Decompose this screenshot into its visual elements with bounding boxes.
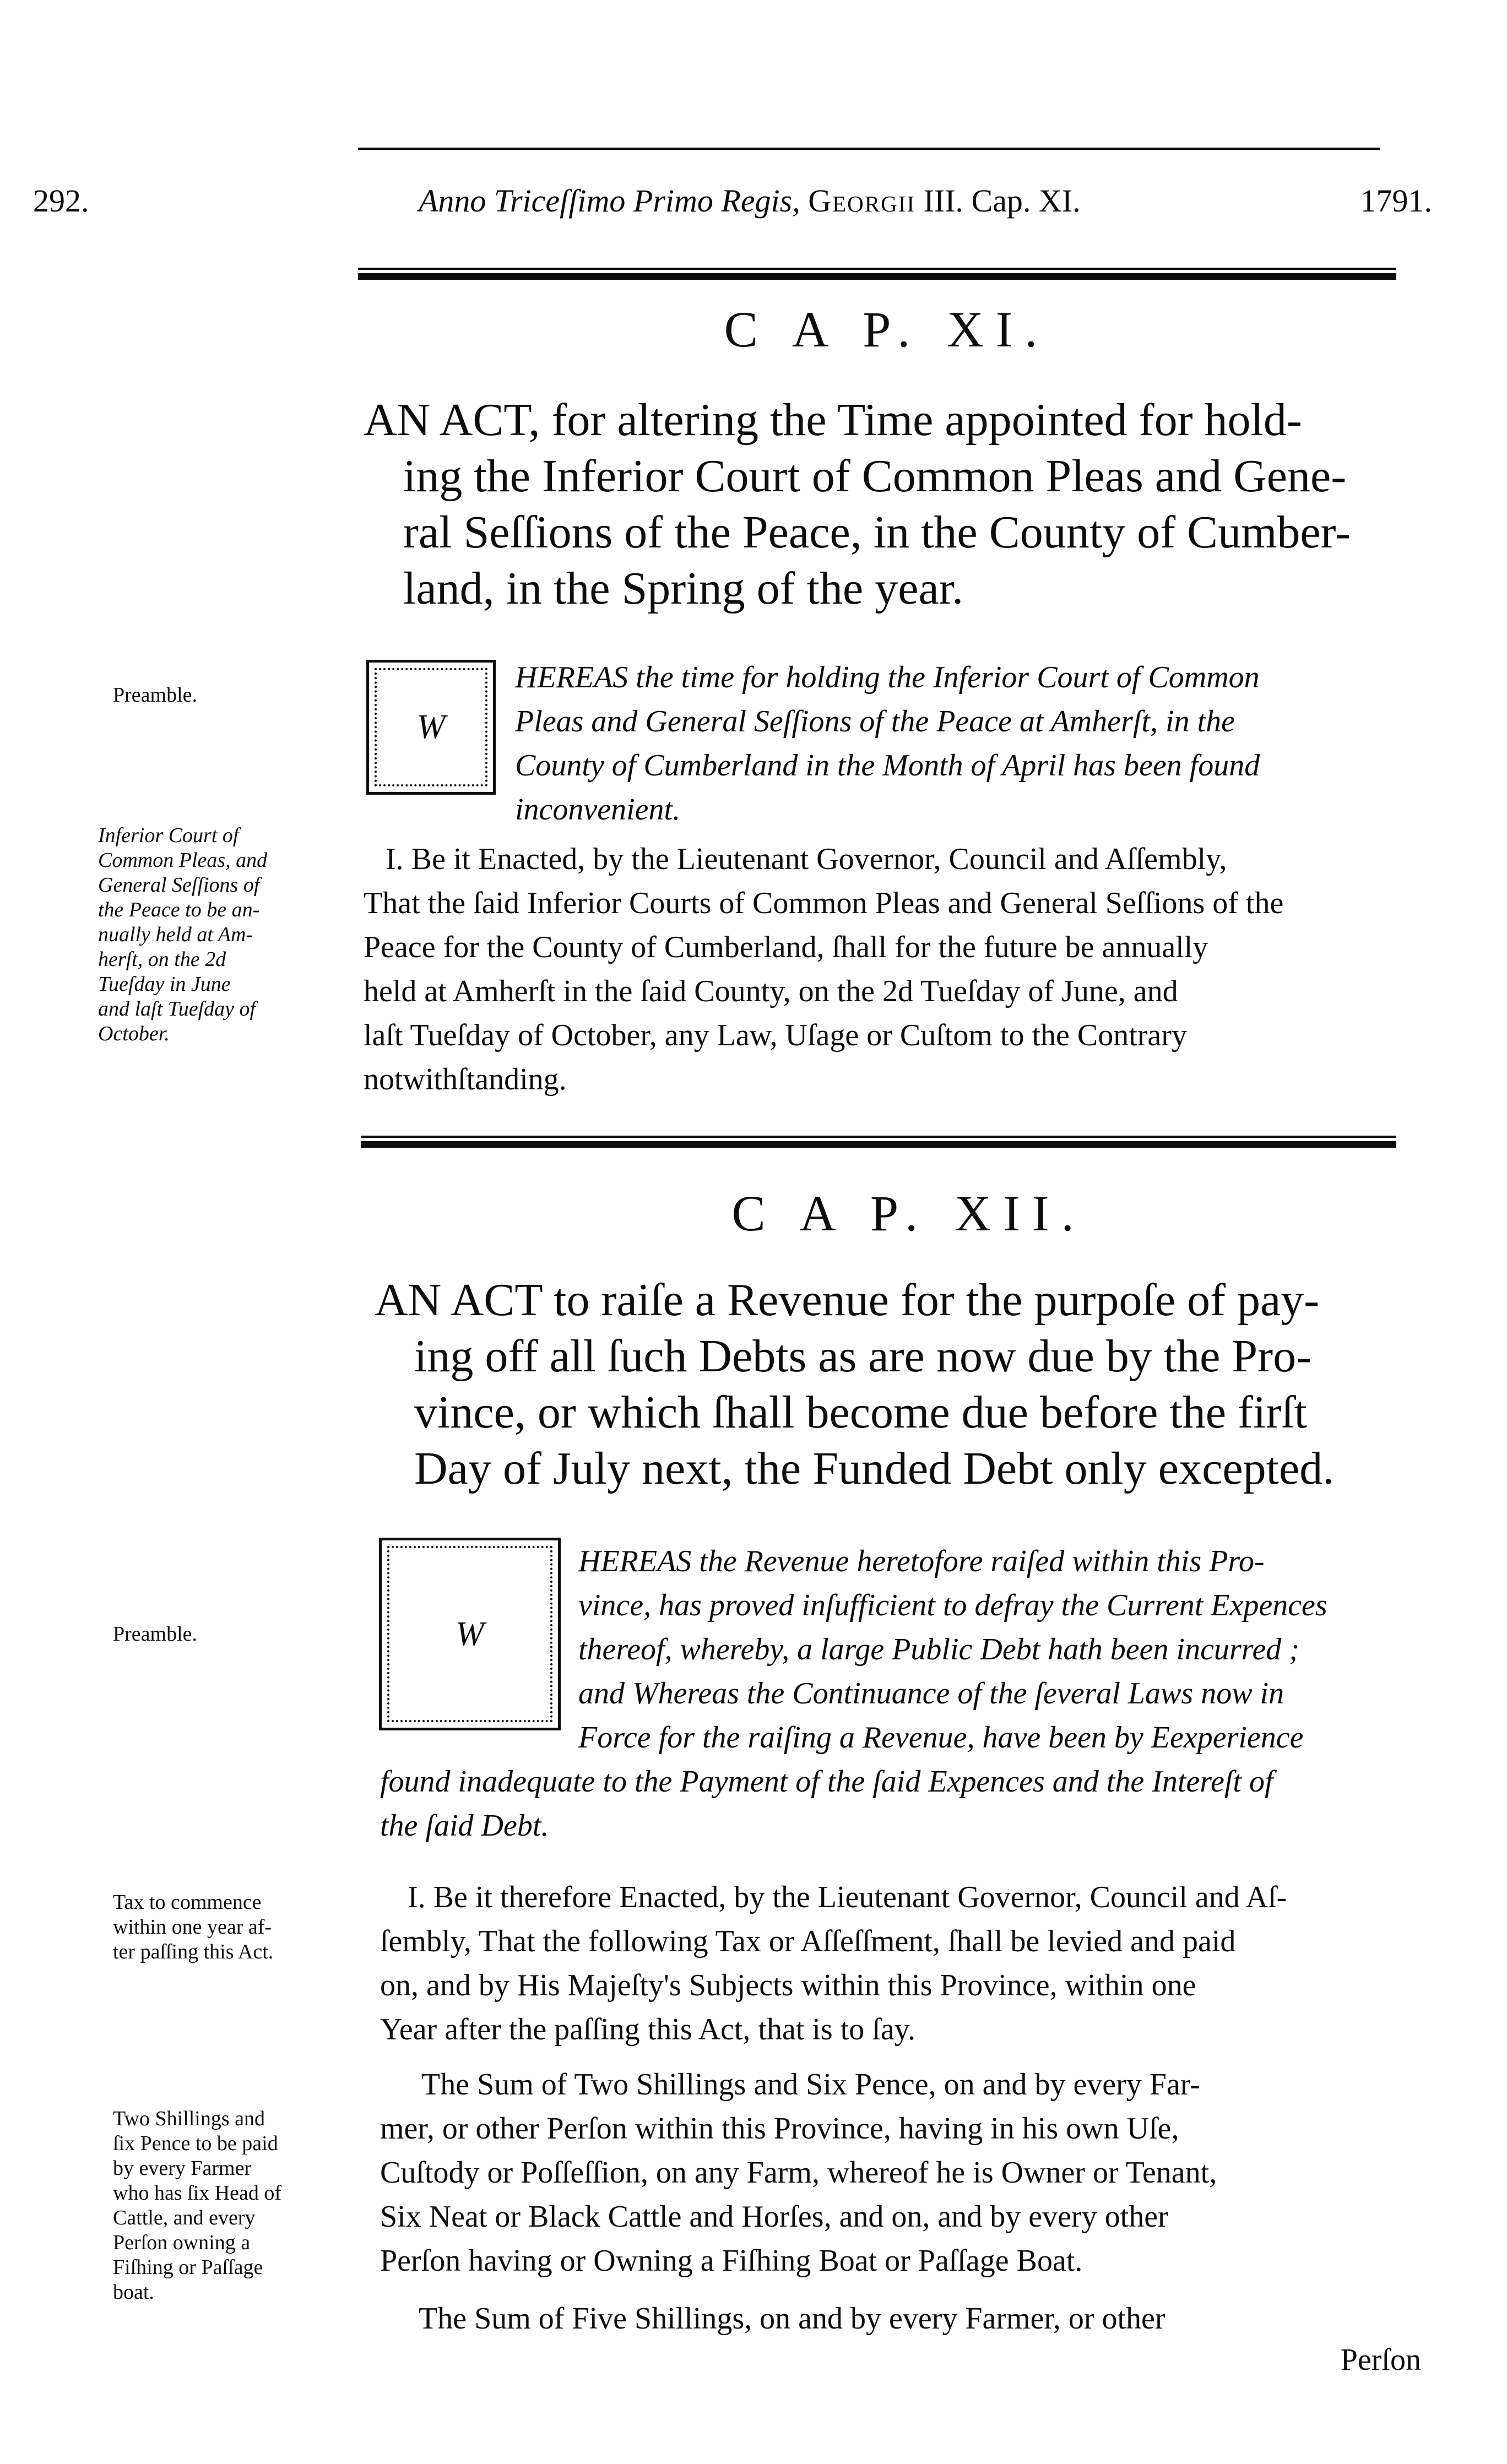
- cap12-heading: C A P. XII.: [731, 1185, 1086, 1241]
- cap12-dropcap: W: [379, 1538, 561, 1730]
- cap12-sum-two-shillings: The Sum of Two Shillings and Six Pence, on and by every Far- mer, or other Perſon within this Province, having in his own Uſe, Cuſtody or Poſſeſſion, on any Farm, whereof he is Owner or Tenant, Six Neat or Black Cattle and Horſes, and on, and by every other Perſon having or Owning a Fiſhing Boat or Paſſage Boat.: [380, 2067, 1217, 2278]
- catchword: Perſon: [1340, 2343, 1421, 2377]
- cap12-margin-two-shillings: Two Shillings and ſix Pence to be paid by every Farmer who has ſix Head of Cattle, and every Perſon owning a Fiſhing or Paſſage boat.: [113, 2107, 282, 2304]
- header-rule-thin: [358, 268, 1396, 270]
- cap11-title: AN ACT, for altering the Time appointed for hold- ing the Inferior Court of Common Pleas and Gene- ral Seſſions of the Peace, in the County of Cumber- land, in the Spring of the year.: [364, 394, 1351, 614]
- separator-rule-thick: [361, 1141, 1396, 1148]
- separator-rule-thin: [361, 1136, 1396, 1138]
- header-rule-thick: [358, 273, 1396, 280]
- cap11-enactment: I. Be it Enacted, by the Lieutenant Governor, Council and Aſſembly, That the ſaid Inferior Courts of Common Pleas and General Seſſions of the Peace for the County of Cumberland, ſhall for the future be annually held at Amherſt in the ſaid County, on the 2d Tueſday of June, and laſt Tueſday of October, any Law, Uſage or Cuſtom to the Contrary notwithſtanding.: [364, 842, 1284, 1097]
- cap11-dropcap: W: [366, 660, 496, 795]
- cap12-title: AN ACT to raiſe a Revenue for the purpoſe of pay- ing off all ſuch Debts as are now due by the Pro- vince, or which ſhall become due before the firſt Day of July next, the Funded Debt only excepted.: [375, 1274, 1335, 1494]
- cap12-margin-preamble: Preamble.: [113, 1622, 198, 1646]
- cap11-preamble: HEREAS the time for holding the Inferior Court of Common Pleas and General Seſſions of the Peace at Amherſt, in the County of Cumberland in the Month of April has been found inconvenient.: [515, 660, 1260, 827]
- cap11-margin-note: Inferior Court of Common Pleas, and General Seſſions of the Peace to be an- nually held at Am- herſt, on the 2d Tueſday in June and laſt Tueſday of October.: [98, 824, 268, 1045]
- page-number: 292.: [33, 183, 89, 219]
- cap11-margin-preamble: Preamble.: [113, 683, 198, 707]
- cap11-heading: C A P. XI.: [724, 301, 1050, 357]
- cap12-sum-five-shillings: The Sum of Five Shillings, on and by every Farmer, or other: [419, 2302, 1166, 2336]
- cap12-enactment: I. Be it therefore Enacted, by the Lieutenant Governor, Council and Aſ- ſembly, That the following Tax or Aſſeſſment, ſhall be levied and paid on, and by His Majeſty's Subjects within this Province, within one Year after the paſſing this Act, that is to ſay.: [380, 1880, 1287, 2047]
- running-title: Anno Triceſſimo Primo Regis, Georgii III. Cap. XI.: [419, 183, 1081, 219]
- cap12-preamble: HEREAS the Revenue heretofore raiſed within this Pro- vince, has proved inſufficient to defray the Current Expences thereof, whereby, a large Public Debt hath been incurred ; and Whereas the Continuance of the ſeveral Laws now in Force for the raiſing a Revenue, have been by Eexperience found inadequate to the Payment of the ſaid Expences and the Intereſt of the ſaid Debt.: [380, 1544, 1327, 1843]
- year: 1791.: [1360, 183, 1432, 219]
- top-rule: [358, 148, 1380, 150]
- cap12-margin-tax: Tax to commence within one year af- ter paſſing this Act.: [113, 1891, 274, 1963]
- running-header: [33, 179, 1443, 223]
